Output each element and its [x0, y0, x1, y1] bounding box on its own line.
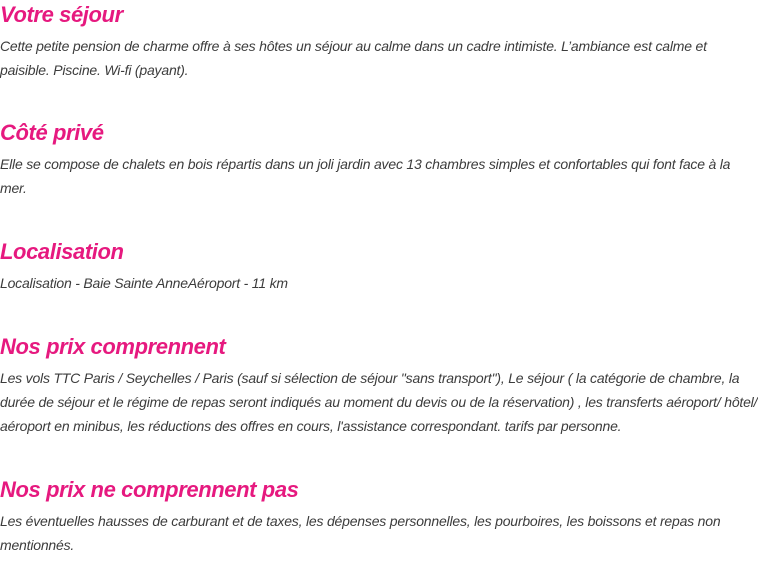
section-title-localisation: Localisation — [0, 239, 124, 264]
section-text-localisation: Localisation - Baie Sainte AnneAéroport - 11 km — [0, 275, 288, 291]
section-text-prix-comprennent: Les vols TTC Paris / Seychelles / Paris (sauf si sélection de séjour "sans transport"), Le séjour ( la catégorie de chambre, la durée de séjour et le régime de repas seront indiqués au moment du devis ou de la réservation) , les transferts aéroport/ hôtel/ aéroport en minibus, les réductions des offres en cours, l'assistance correspondant. tarifs par personne. — [0, 370, 758, 434]
section-cote-prive — [0, 118, 758, 237]
section-votre-sejour — [0, 0, 758, 118]
section-text-votre-sejour: Cette petite pension de charme offre à ses hôtes un séjour au calme dans un cadre intimiste. L’ambiance est calme et paisible. Piscine. Wi-fi (payant). — [0, 38, 707, 78]
section-title-prix-comprennent: Nos prix comprennent — [0, 334, 226, 359]
section-title-votre-sejour: Votre séjour — [0, 2, 123, 27]
section-prix-ne-comprennent-pas — [0, 475, 758, 563]
section-localisation — [0, 237, 758, 332]
section-title-cote-prive: Côté privé — [0, 120, 104, 145]
section-prix-comprennent — [0, 332, 758, 475]
section-text-cote-prive: Elle se compose de chalets en bois répartis dans un joli jardin avec 13 chambres simples et confortables qui font face à la mer. — [0, 156, 731, 196]
section-text-prix-ne-comprennent-pas: Les éventuelles hausses de carburant et de taxes, les dépenses personnelles, les pourboires, les boissons et repas non mentionnés. — [0, 513, 721, 553]
section-title-prix-ne-comprennent-pas: Nos prix ne comprennent pas — [0, 477, 299, 502]
